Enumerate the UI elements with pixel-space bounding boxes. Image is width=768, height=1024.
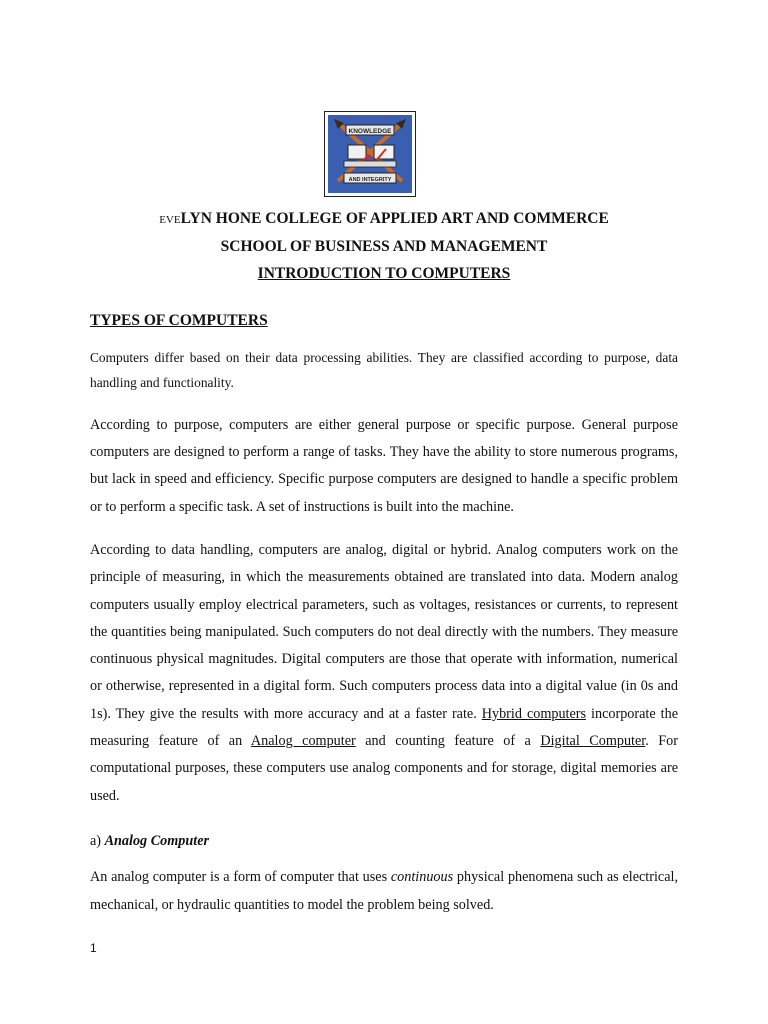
- data-handling-text-4: . For computational purposes, these computers use analog components and for storage, digital memories are used.: [90, 733, 678, 804]
- motto-bottom-text: AND INTEGRITY: [348, 177, 392, 183]
- intro-paragraph: Computers differ based on their data processing abilities. They are classified according to purpose, data handling and functionality.: [90, 350, 678, 390]
- data-handling-paragraph: [90, 537, 678, 810]
- analog-emphasis: continuous: [390, 869, 454, 885]
- analog-computer-link[interactable]: Analog computer: [250, 733, 356, 750]
- purpose-paragraph: According to purpose, computers are either general purpose or specific purpose. General purpose computers are designed to perform a range of tasks. They have the ability to store numerous programs, but lack in speed and efficiency. Specific purpose computers are designed to handle a specific problem or to perform a specific task. A set of instructions is built into the machine.: [90, 417, 678, 515]
- data-handling-text-2: incorporate the measuring feature of an: [90, 705, 678, 750]
- page-number: 1: [90, 941, 97, 955]
- section-title: TYPES OF COMPUTERS: [90, 312, 268, 329]
- digital-computer-link[interactable]: Digital Computer: [540, 733, 646, 750]
- analog-text-2: physical phenomena such as electrical, mechanical, or hydraulic quantities to model the problem being solved.: [90, 869, 678, 913]
- college-name-heading: [0, 209, 768, 230]
- college-name-prefix: EVE: [159, 214, 181, 226]
- motto-top-text: KNOWLEDGE: [348, 128, 392, 135]
- college-name-rest: LYN HONE COLLEGE OF APPLIED ART AND COMMERCE: [180, 210, 609, 227]
- school-name-heading: SCHOOL OF BUSINESS AND MANAGEMENT: [220, 238, 548, 255]
- data-handling-text-3: and counting feature of a: [355, 733, 541, 750]
- course-title-heading: INTRODUCTION TO COMPUTERS: [257, 265, 511, 282]
- college-crest-logo: [324, 111, 416, 197]
- subheading-prefix: a): [90, 833, 105, 849]
- analog-text-1: An analog computer is a form of computer that uses: [90, 869, 391, 885]
- hybrid-computers-link[interactable]: Hybrid computers: [481, 705, 587, 722]
- crest-icon: [328, 115, 412, 193]
- analog-computer-subheading: [90, 831, 209, 851]
- data-handling-text-1: According to data handling, computers are analog, digital or hybrid. Analog computers work on the principle of measuring, in which the measurements obtained are translated into data. Modern analog computers usually employ electrical parameters, such as voltages, resistances or currents, to represent the quantities being manipulated. Such computers do not deal directly with the numbers. They measure continuous physical magnitudes. Digital computers are those that operate with information, numerical or otherwise, represented in a digital form. Such computers process data into a digital value (in 0s and 1s). They give the results with more accuracy and at a faster rate.: [90, 542, 678, 722]
- subheading-title: Analog Computer: [104, 833, 210, 849]
- analog-computer-paragraph: [90, 864, 678, 919]
